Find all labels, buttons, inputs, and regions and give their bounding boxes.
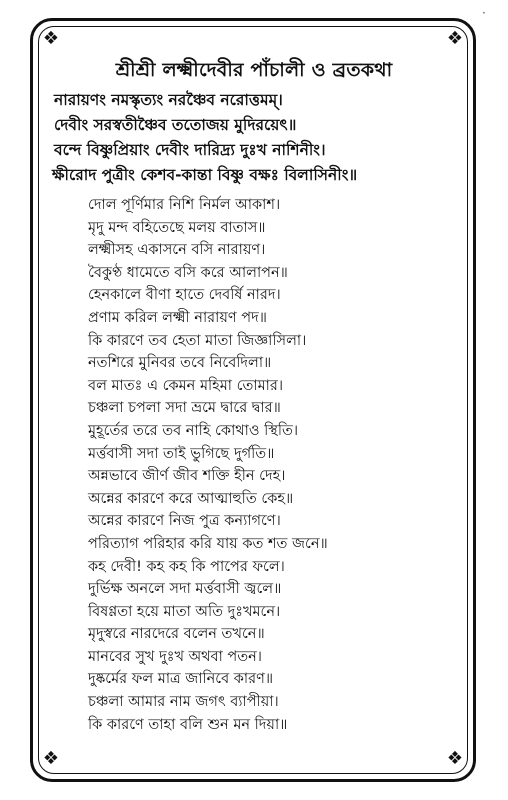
verse-line: পরিত্যাগ পরিহার করি যায় কত শত জনে॥ (88, 535, 328, 552)
verse-line: কি কারণে তাহা বলি শুন মন দিয়া॥ (88, 716, 288, 733)
verse-line: হেনকালে বীণা হাতে দেবর্ষি নারদ। (88, 287, 281, 304)
verse-line: বিষণ্ণতা হয়ে মাতা অতি দুঃখমনে। (88, 603, 281, 620)
mantra-line: বন্দে বিষ্ণুপ্রিয়াং দেবীং দারিদ্র্য দুঃখ নাশিনীং। (54, 141, 326, 159)
verse-line: অন্নের কারণে করে আত্মাহুতি কেহ॥ (88, 490, 294, 507)
verse-line: মৃদু মন্দ বহিতেছে মলয় বাতাস॥ (88, 219, 266, 236)
mantra-line: ক্ষীরোদ পুত্রীং কেশব-কান্তা বিষ্ণু বক্ষঃ বিলাসিনীং॥ (52, 166, 358, 184)
verse-line: মুহূর্তের তরে তব নাহি কোথাও স্থিতি। (88, 422, 299, 439)
verse-list (88, 194, 458, 736)
verse-line: দুর্ভিক্ষ অনলে সদা মর্ত্তবাসী জ্বলে॥ (88, 581, 282, 598)
verse-line: মর্ত্তবাসী সদা তাই ভুগিছে দুর্গতি॥ (88, 445, 275, 462)
verse-line: কহ দেবী! কহ কহ কি পাপের ফলে। (88, 558, 285, 575)
verse-line: বৈকুণ্ঠ ধামেতে বসি করে আলাপন॥ (88, 264, 288, 281)
verse-line: চঞ্চলা আমার নাম জগৎ ব্যাপীয়া। (88, 694, 279, 711)
mantra-line: দেবীং সরস্বতীঞ্চৈব ততোজয় মুদিরয়েৎ॥ (54, 116, 297, 134)
verse-line: অন্নের কারণে নিজ পুত্র কন্যাগণে। (88, 513, 281, 530)
verse-line: অন্নভাবে জীর্ণ জীব শক্তি হীন দেহ। (88, 468, 286, 485)
verse-line: প্রণাম করিল লক্ষ্মী নারায়ণ পদ॥ (88, 309, 267, 326)
verse-line: লক্ষ্মীসহ একাসনে বসি নারায়ণ। (88, 242, 266, 259)
verse-line: চঞ্চলা চপলা সদা ভ্রমে দ্বারে দ্বার॥ (88, 400, 281, 417)
verse-line: দুষ্কর্মের ফল মাত্র জানিবে কারণ॥ (88, 671, 274, 688)
page-edge-mark: · (482, 6, 486, 20)
page-title: শ্রীশ্রী লক্ষ্মীদেবীর পাঁচালী ও ব্রতকথা (115, 59, 393, 81)
corner-ornament-icon: ❖ (42, 748, 60, 769)
verse-line: মানবের সুখ দুঃখ অথবা পতন। (88, 648, 262, 665)
corner-ornament-icon: ❖ (446, 748, 464, 769)
corner-ornament-icon: ❖ (42, 28, 60, 49)
verse-line: মৃদুস্বরে নারদেরে বলেন তখনে॥ (88, 626, 265, 643)
verse-line: কি কারণে তব হেতা মাতা জিজ্ঞাসিলা। (88, 332, 307, 349)
verse-line: দোল পূর্ণিমার নিশি নির্মল আকাশ। (88, 197, 281, 213)
corner-ornament-icon: ❖ (446, 28, 464, 49)
mantra-line: নারায়ণং নমস্কৃত্যং নরঞ্চৈব নরোত্তমম্। (54, 91, 283, 109)
verse-line: নতশিরে মুনিবর তবে নিবেদিলা॥ (88, 355, 272, 372)
verse-line: বল মাতঃ এ কেমন মহিমা তোমার। (88, 377, 284, 394)
